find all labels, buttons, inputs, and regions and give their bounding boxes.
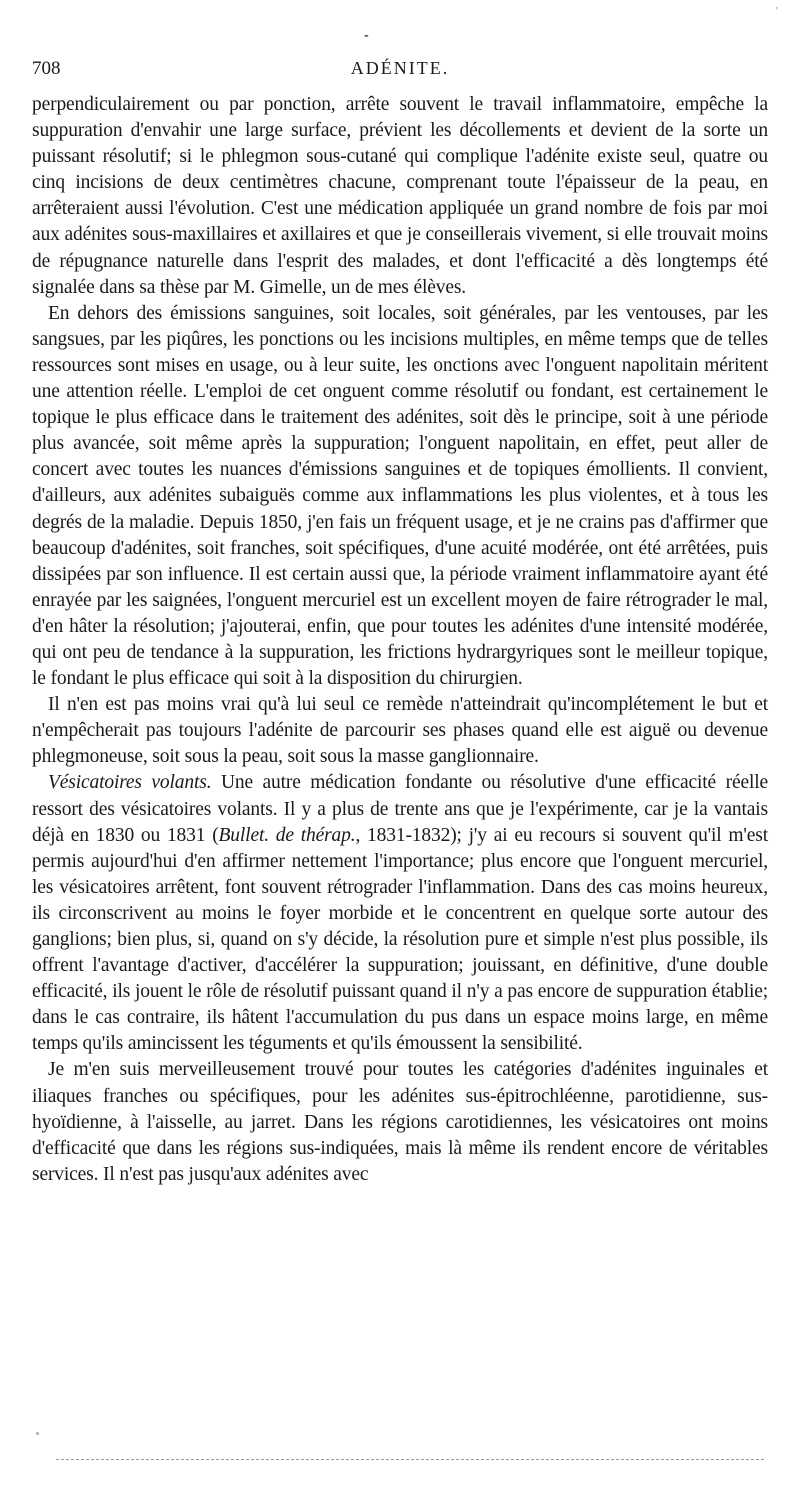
body-text [32, 92, 768, 1188]
paragraph-5: Je m'en suis merveilleusement trouvé pour toutes les catégories d'adénites inguinales et iliaques franches ou spécifiques, pour les adénites sus-épitrochléenne, parotidienne, sus-hyoïdienne, à l'aisselle, au jarret. Dans les régions carotidiennes, les vésicatoires ont moins d'efficacité que dans les régions sus-indiquées, mais là même ils rendent encore de véritables services. Il n'est pas jusqu'aux adénites avec [32, 1059, 768, 1185]
corner-mark: ' [776, 6, 778, 17]
page-header [32, 58, 768, 86]
paragraph-4-text-after: , 1831-1832); j'y ai eu recours si souvent qu'il m'est permis aujourd'hui d'en affirmer nettement l'importance; plus encore que l'onguent mercuriel, les vésicatoires arrêtent, font souvent rétrograder l'inflammation. Dans des cas moins heureux, ils circonscrivent au moins le foyer morbide et le concentrent en quelque sorte autour des ganglions; bien plus, si, quand on s'y décide, la résolution pure et simple n'est plus possible, ils offrent l'avantage d'activer, d'accélérer la suppuration; jouissant, en définitive, d'une double efficacité, ils jouent le rôle de résolutif puissant quand il n'y a pas encore de suppuration établie; dans le cas contraire, ils hâtent l'accumulation du pus dans un espace moins large, en même temps qu'ils amincissent les téguments et qu'ils émoussent la sensibilité. [32, 824, 769, 1055]
margin-speck [36, 1432, 39, 1435]
footer-rule [56, 1459, 764, 1460]
paragraph-2: En dehors des émissions sanguines, soit locales, soit générales, par les ventouses, par les sangsues, par les piqûres, les ponctions ou les incisions multiples, en même temps que de telles ressources sont mises en usage, ou à leur suite, les onctions avec l'onguent napolitain méritent une attention réelle. L'emploi de cet onguent comme résolutif ou fondant, est certainement le topique le plus efficace dans le traitement des adénites, soit dès le principe, soit à une période plus avancée, soit même après la suppuration; l'onguent napolitain, en effet, peut aller de concert avec toutes les nuances d'émissions sanguines et de topiques émollients. Il convient, d'ailleurs, aux adénites subaiguës comme aux inflammations les plus violentes, et à tous les degrés de la maladie. Depuis 1850, j'en fais un fréquent usage, et je ne crains pas d'affirmer que beaucoup d'adénites, soit franches, soit spécifiques, d'une acuité modérée, ont été arrêtées, puis dissipées par son influence. Il est certain aussi que, la période vraiment inflammatoire ayant été enrayée par les saignées, l'onguent mercuriel est un excellent moyen de faire rétrograder le mal, d'en hâter la résolution; j'ajouterai, enfin, que pour toutes les adénites d'une intensité modérée, qui ont peu de tendance à la suppuration, les frictions hydrargyriques sont le meilleur topique, le fondant le plus efficace qui soit à la disposition du chirurgien. [32, 302, 768, 690]
paragraph-3: Il n'en est pas moins vrai qu'à lui seul ce remède n'atteindrait qu'incomplétement le but et n'empêcherait pas toujours l'adénite de parcourir ses phases quand elle est aiguë ou devenue phlegmoneuse, soit sous la peau, soit sous la masse ganglionnaire. [32, 694, 768, 768]
top-mark: - [364, 28, 369, 43]
section-heading: Vésicatoires volants. [48, 772, 212, 794]
page-number: 708 [32, 58, 61, 79]
citation: Bullet. de thérap. [218, 824, 356, 846]
paragraph-1: perpendiculairement ou par ponction, arrête souvent le travail inflammatoire, empêche la suppuration d'envahir une large surface, prévient les décollements et devient de la sorte un puissant résolutif; si le phlegmon sous-cutané qui complique l'adénite existe seul, quatre ou cinq incisions de deux centimètres chacune, comprenant toute l'épaisseur de la peau, en arrêteraient aussi l'évolution. C'est une médication appliquée un grand nombre de fois par moi aux adénites sous-maxillaires et axillaires et que je conseillerais vivement, si elle trouvait moins de répugnance naturelle dans l'esprit des malades, et dont l'efficacité a dès longtemps été signalée dans sa thèse par M. Gimelle, un de mes élèves. [32, 94, 768, 298]
running-title: ADÉNITE. [350, 58, 450, 78]
paragraph-4-text-before: Une autre médication fondante ou résolutive d'une efficacité réelle ressort des vésicatoires volants. Il y a plus de trente ans que je l'expérimente, car je la vantais déjà en 1830 ou 1831 ( [32, 772, 768, 846]
paragraph-4 [32, 770, 768, 1057]
